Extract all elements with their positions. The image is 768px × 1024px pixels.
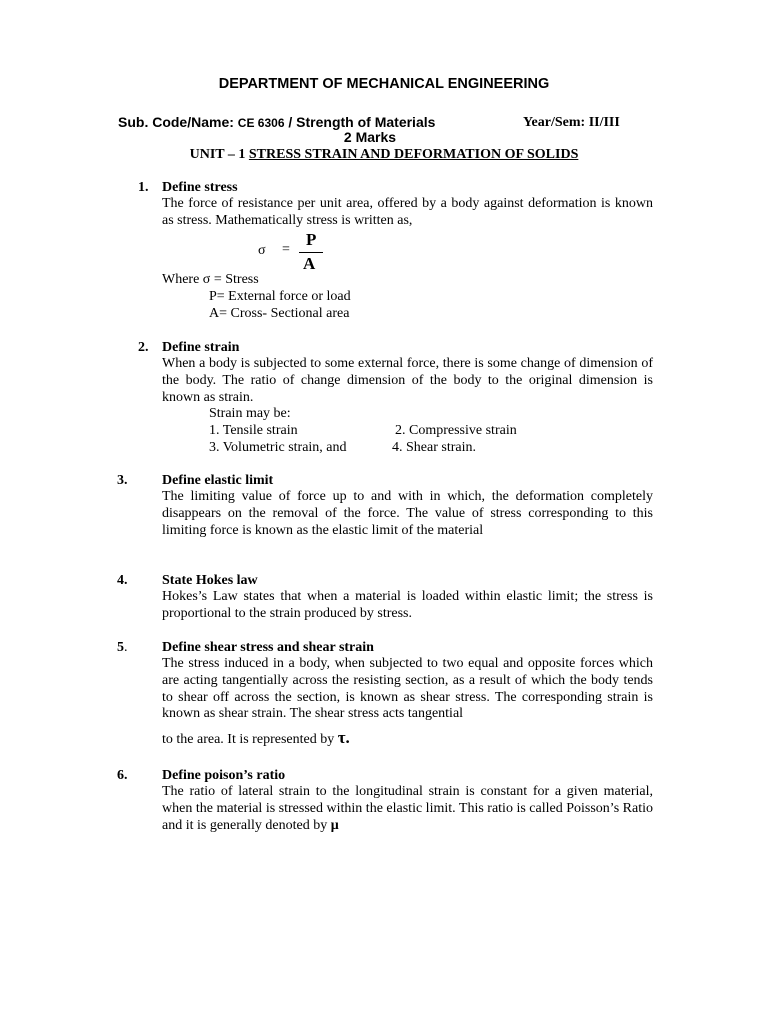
q6-number: 6. <box>117 768 128 783</box>
q2-type-compressive: 2. Compressive strain <box>395 423 517 438</box>
tau-symbol: τ. <box>337 728 350 747</box>
q5-number <box>117 640 128 656</box>
q2-type-tensile: 1. Tensile strain <box>209 423 298 438</box>
course-name: / Strength of Materials <box>284 114 436 130</box>
formula-numerator: P <box>306 230 317 249</box>
q1-title: Define stress <box>162 180 238 195</box>
q5-title: Define shear stress and shear strain <box>162 640 374 655</box>
stress-formula <box>258 230 338 274</box>
q1-where-area: A= Cross- Sectional area <box>209 306 350 321</box>
q2-text: When a body is subjected to some external force, there is some change of dimension of the body. The ratio of change dimension of the body to the original dimension is known as strain. <box>162 356 653 405</box>
subject-code-line <box>118 114 435 130</box>
q3-title: Define elastic limit <box>162 473 274 488</box>
q5-number-digit: 5 <box>117 640 124 655</box>
fraction-bar <box>299 252 323 253</box>
formula-sigma: σ <box>258 243 266 258</box>
q2-number: 2. <box>138 340 149 355</box>
q1-text: The force of resistance per unit area, offered by a body against deformation is known as stress. Mathematically stress is written as, <box>162 196 653 228</box>
q5-text: The stress induced in a body, when subjected to two equal and opposite forces which are acting tangentially across the resisting section, as a result of which the body tends to shear off across the section, is known as shear stress. The corresponding strain is known as shear strain. The shear stress acts tangential <box>162 656 653 722</box>
q4-number: 4. <box>117 573 128 588</box>
q4-text: Hokes’s Law states that when a material is loaded within elastic limit; the stress is proportional to the strain produced by stress. <box>162 589 653 621</box>
unit-title: STRESS STRAIN AND DEFORMATION OF SOLIDS <box>248 147 579 162</box>
q2-type-shear: 4. Shear strain. <box>392 440 476 455</box>
q4-title: State Hokes law <box>162 573 258 588</box>
formula-equals: = <box>282 242 290 257</box>
mu-symbol: μ <box>330 817 339 833</box>
q6-text-body: The ratio of lateral strain to the longitudinal strain is constant for a given material, when the material is stressed within the elastic limit. This ratio is called Poisson’s Ratio and it is generally denoted by <box>162 784 653 833</box>
q1-number: 1. <box>138 180 149 195</box>
course-code: CE 6306 <box>237 116 285 130</box>
q3-text: The limiting value of force up to and with in which, the deformation completely disappears on the removal of the force. The value of stress corresponding to this limiting force is known as the elastic limit of the material <box>162 489 653 538</box>
q5-last-line <box>162 728 350 748</box>
q2-title: Define strain <box>162 340 240 355</box>
formula-denominator: A <box>303 254 316 273</box>
department-title: DEPARTMENT OF MECHANICAL ENGINEERING <box>218 76 550 92</box>
year-semester: Year/Sem: II/III <box>523 115 620 130</box>
marks-heading: 2 Marks <box>343 129 397 145</box>
unit-heading <box>0 147 768 163</box>
q1-where-stress: Where σ = Stress <box>162 272 259 287</box>
q2-type-volumetric: 3. Volumetric strain, and <box>209 440 347 455</box>
q6-text <box>162 784 653 834</box>
q6-title: Define poison’s ratio <box>162 768 286 783</box>
q2-strain-may-be: Strain may be: <box>209 406 291 421</box>
q1-where-force: P= External force or load <box>209 289 351 304</box>
q5-number-dot: . <box>124 640 128 655</box>
q3-number: 3. <box>117 473 128 488</box>
q5-last-line-text: to the area. It is represented by <box>162 732 338 747</box>
sub-code-label: Sub. Code/Name: <box>118 114 238 130</box>
unit-prefix: UNIT – 1 <box>189 147 249 162</box>
